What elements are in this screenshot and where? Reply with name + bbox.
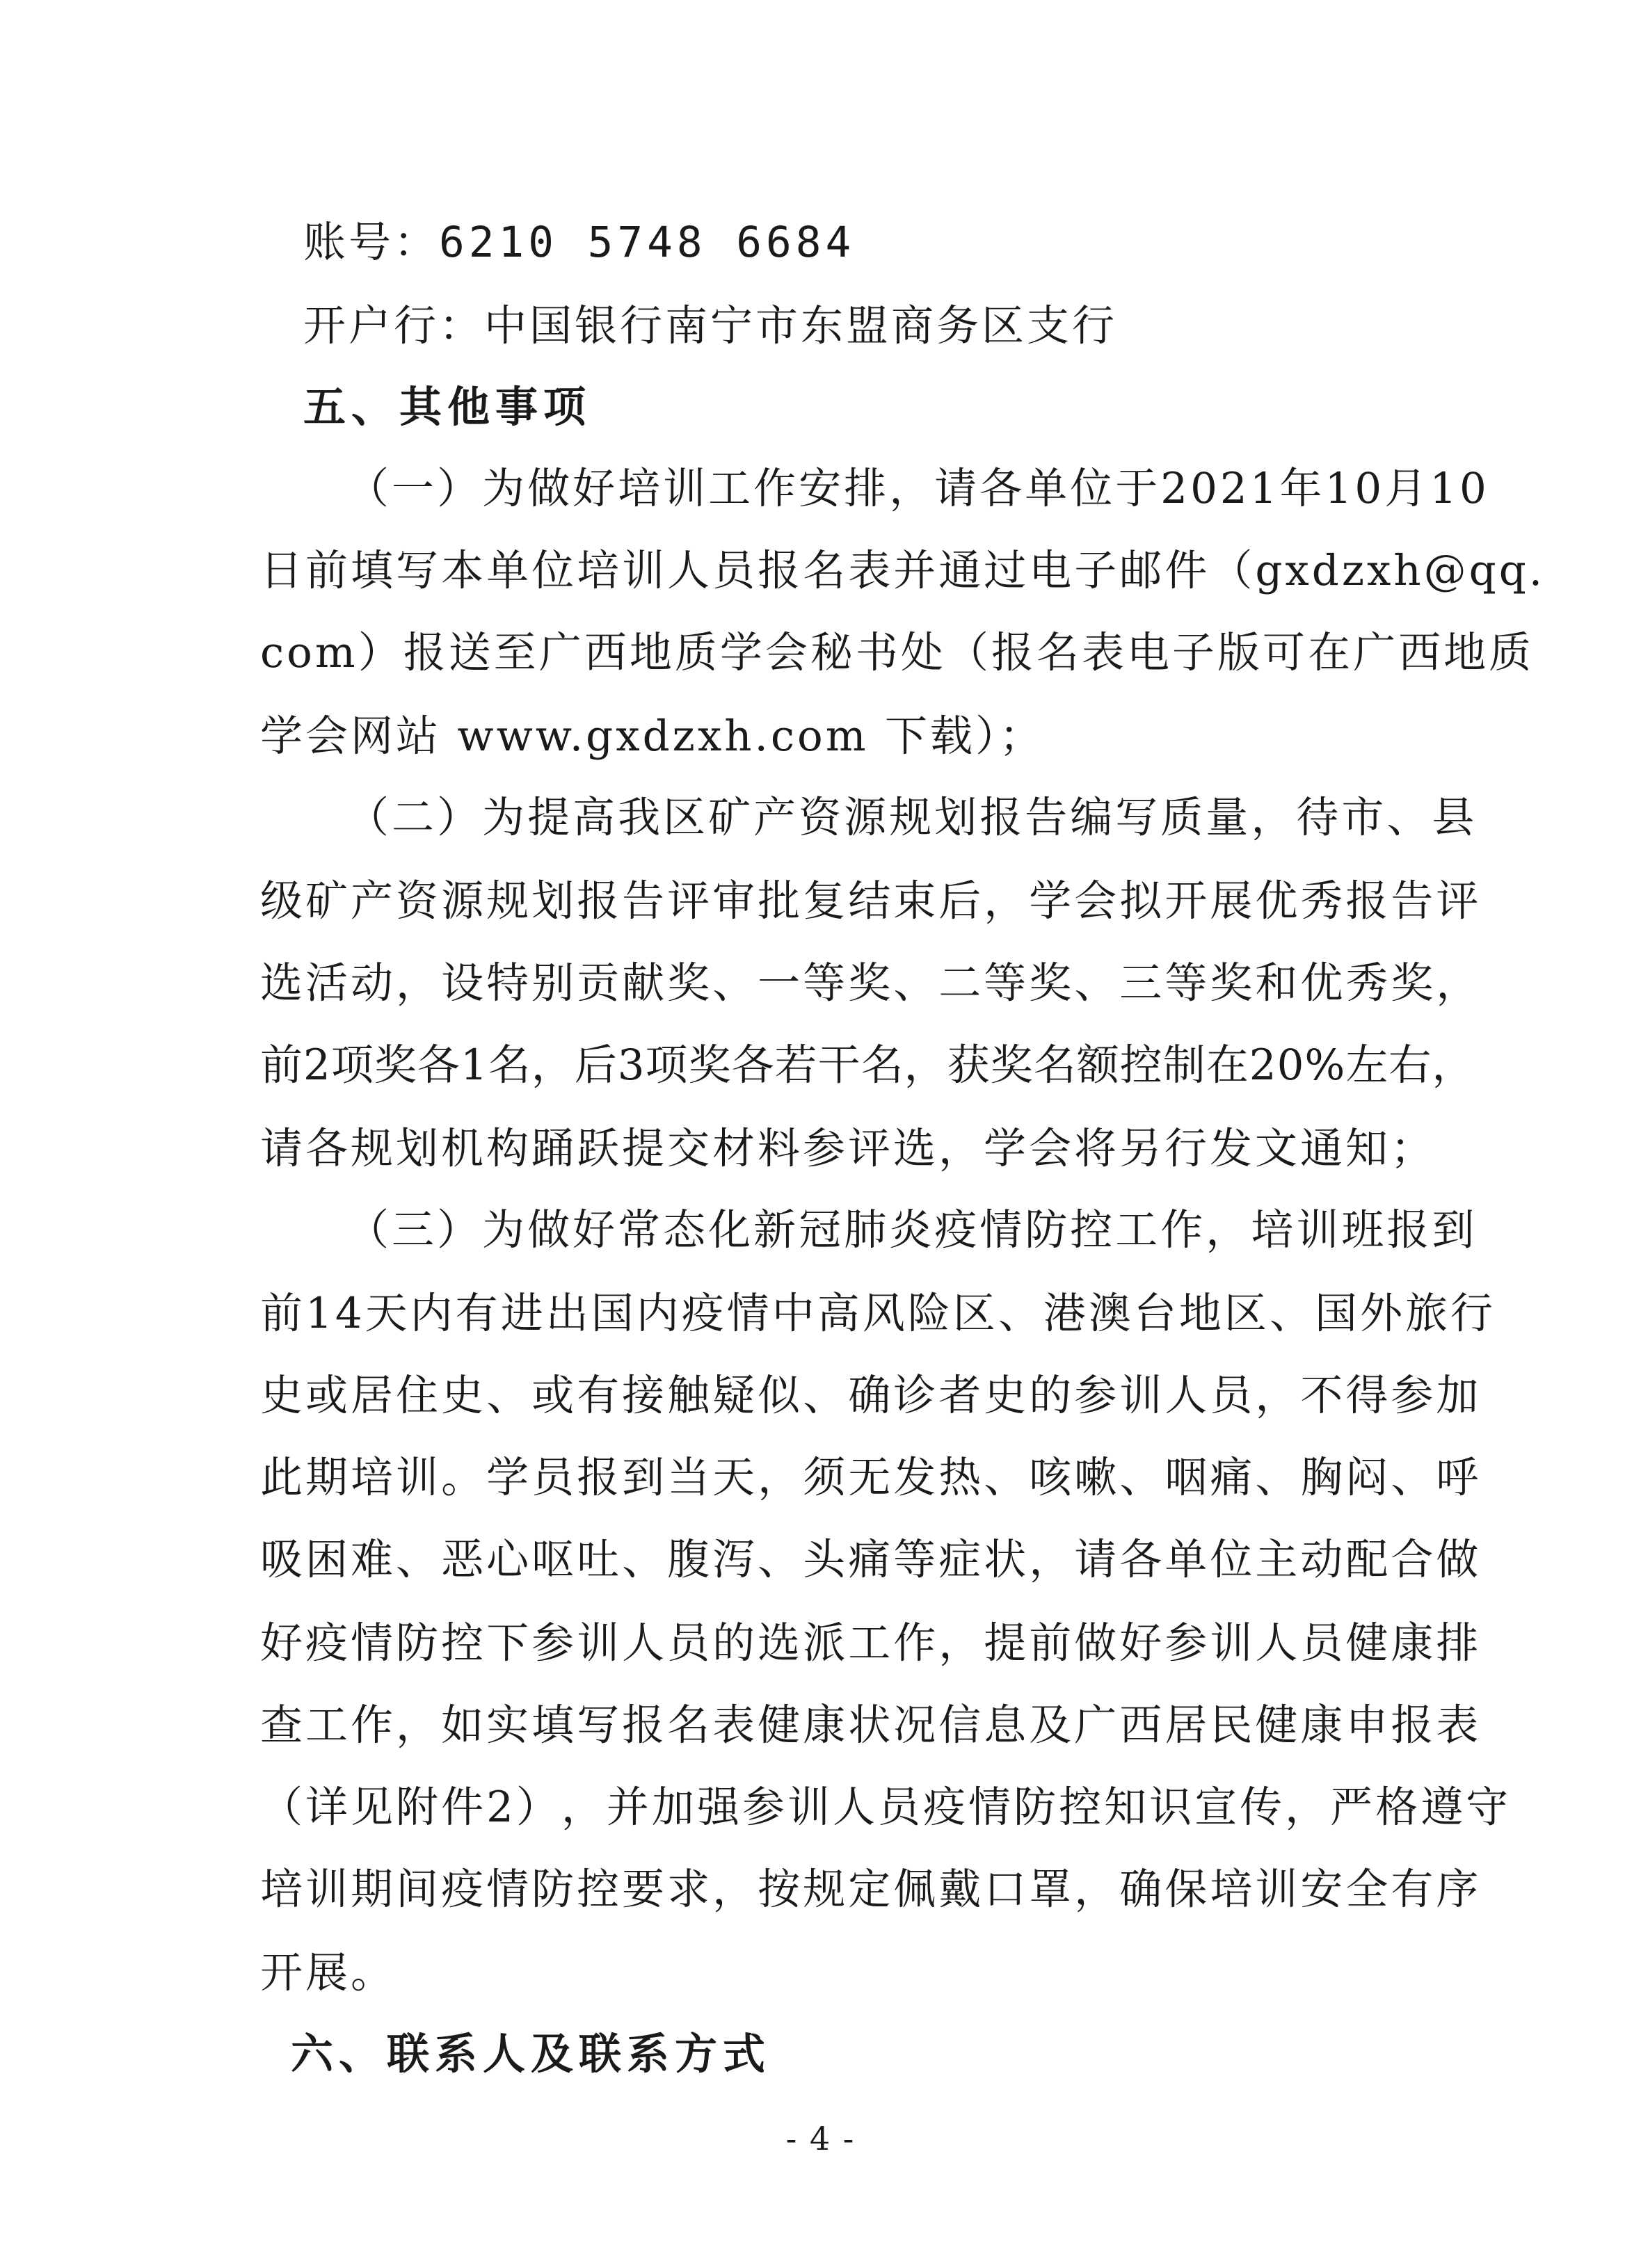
section-heading-6: 六、联系人及联系方式 [291,2029,771,2079]
item3-line-10: 开展。 [260,1948,397,1997]
item2-line-2: 级 矿 产 资 源 规 划 报 告 评 审 批 复 结 束 后 ， 学 会 拟 开 展 优 秀 报 告 评 [260,876,1482,926]
item3-line-4: 此 期 培 训 。 学 员 报 到 当 天 ， 须 无 发 热 、 咳 嗽 、 咽 痛 、 胸 闷 、 呼 [260,1453,1482,1502]
section-heading-5: 五、其他事项 [303,383,592,432]
account-value: 6210 5748 6684 [439,218,856,267]
item1-line-2: 日 前 填 写 本 单 位 培 训 人 员 报 名 表 并 通 过 电 子 邮 件 （ gxdzxh@qq. [260,546,1546,595]
item2-line-5: 请各规划机构踊跃提交材料参评选，学会将另行发文通知； [260,1124,1436,1173]
item2-line-1: （ 二 ） 为 提 高 我 区 矿 产 资 源 规 划 报 告 编 写 质 量 ， 待 市 、 县 [346,793,1478,842]
item3-line-6: 好 疫 情 防 控 下 参 训 人 员 的 选 派 工 作 ， 提 前 做 好 参 训 人 员 健 康 排 [260,1618,1482,1668]
item3-line-9: 培 训 期 间 疫 情 防 控 要 求 ， 按 规 定 佩 戴 口 罩 ， 确 保 培 训 安 全 有 序 [260,1865,1482,1914]
item3-line-7: 查 工 作 ， 如 实 填 写 报 名 表 健 康 状 况 信 息 及 广 西 居 民 健 康 申 报 表 [260,1700,1482,1750]
item1-line-1: （ 一 ） 为 做 好 培 训 工 作 安 排 ， 请 各 单 位 于 2021 年 10 月 10 [346,464,1489,513]
item3-line-1: （ 三 ） 为 做 好 常 态 化 新 冠 肺 炎 疫 情 防 控 工 作 ， 培 训 班 报 到 [346,1205,1478,1255]
bank-value: 中国银行南宁市东盟商务区支行 [484,301,1118,351]
item3-line-3: 史 或 居 住 史 、 或 有 接 触 疑 似 、 确 诊 者 史 的 参 训 人 员 ， 不 得 参 加 [260,1371,1482,1420]
page-number: - 4 - [785,2120,856,2157]
item1-line-3: com ） 报 送 至 广 西 地 质 学 会 秘 书 处 （ 报 名 表 电 子 版 可 在 广 西 地 质 [260,628,1535,677]
item3-line-5: 吸 困 难 、 恶 心 呕 吐 、 腹 泻 、 头 痛 等 症 状 ， 请 各 单 位 主 动 配 合 做 [260,1535,1482,1584]
item2-line-3: 选 活 动 ， 设 特 别 贡 献 奖 、 一 等 奖 、 二 等 奖 、 三 等 奖 和 优 秀 奖 ， [260,958,1482,1008]
item3-line-2: 前 14 天 内 有 进 出 国 内 疫 情 中 高 风 险 区 、 港 澳 台 地 区 、 国 外 旅 行 [260,1289,1496,1338]
item1-line-4: 学会网站 www.gxdzxh.com 下载）； [260,711,1045,761]
account-line [303,218,856,267]
item3-line-8: （ 详 见 附 件 2 ） ， 并 加 强 参 训 人 员 疫 情 防 控 知 识 宣 传 ， 严 格 遵 守 [260,1783,1512,1832]
item2-line-4: 前 2 项 奖 各 1 名 ， 后 3 项 奖 各 若 干 名 ， 获 奖 名 额 控 制 在 20% 左 右 ， [260,1040,1475,1090]
bank-line [303,301,1118,351]
account-label: 账号： [303,218,440,267]
bank-label: 开户行： [303,301,485,351]
